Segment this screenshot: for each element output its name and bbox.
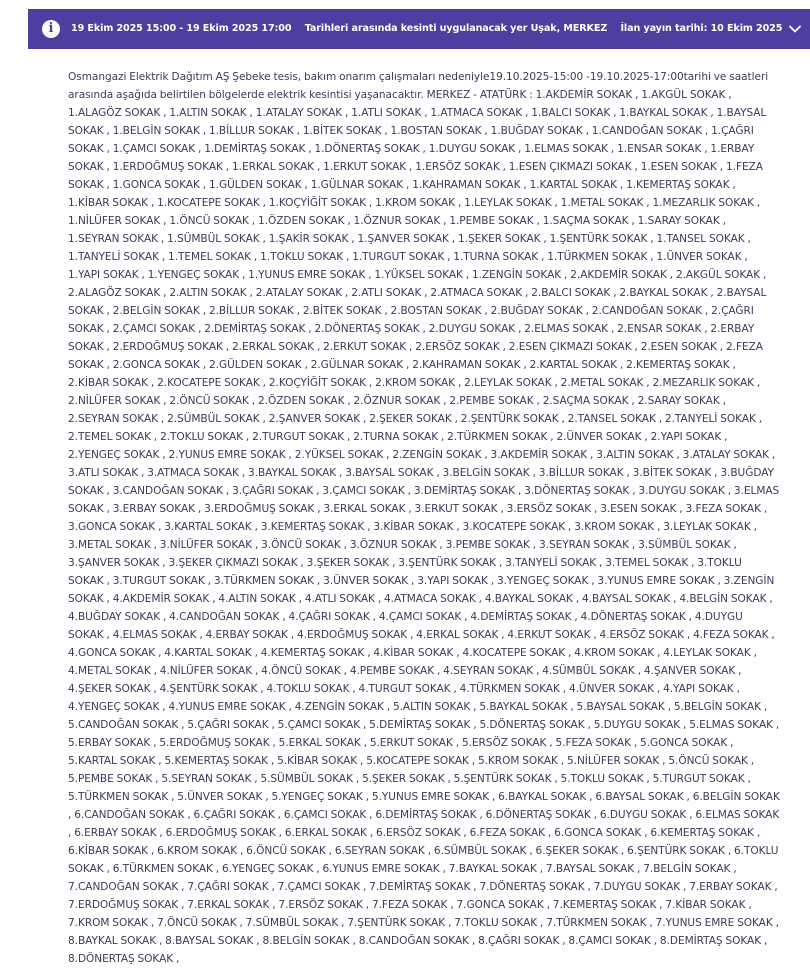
outage-details-text: Osmangazi Elektrik Dağıtım AŞ Şebeke tesis, bakım onarım çalışmaları nedeniyle19.10.2025-15:00 -19.10.2025-17:00tarihi ve saatleri arasında aşağıda belirtilen bölgelerde elektrik kesintisi yaşanacaktır. MERKEZ - ATATÜRK : 1.AKDEMİR SOKAK , 1.AKGÜL SOKAK , 1.ALAGÖZ SOKAK , 1.ALTIN SOKAK , 1.ATALAY SOKAK , 1.ATLI SOKAK , 1.ATMACA SOKAK , 1.BALCI SOKAK , 1.BAYKAL SOKAK , 1.BAYSAL SOKAK , 1.BELGİN SOKAK , 1.BİLLUR SOKAK , 1.BİTEK SOKAK , 1.BOSTAN SOKAK , 1.BUĞDAY SOKAK , 1.CANDOĞAN SOKAK , 1.ÇAĞRI SOKAK , 1.ÇAMCI SOKAK , 1.DEMİRTAŞ SOKAK , 1.DÖNERTAŞ SOKAK , 1.DUYGU SOKAK , 1.ELMAS SOKAK , 1.ENSAR SOKAK , 1.ERBAY SOKAK , 1.ERDOĞMUŞ SOKAK , 1.ERKAL SOKAK , 1.ERKUT SOKAK , 1.ERSÖZ SOKAK , 1.ESEN ÇIKMAZI SOKAK , 1.ESEN SOKAK , 1.FEZA SOKAK , 1.GONCA SOKAK , 1.GÜLDEN SOKAK , 1.GÜLNAR SOKAK , 1.KAHRAMAN SOKAK , 1.KARTAL SOKAK , 1.KEMERTAŞ SOKAK , 1.KİBAR SOKAK , 1.KOCATEPE SOKAK , 1.KOÇYİĞİT SOKAK , 1.KROM SOKAK , 1.LEYLAK SOKAK , 1.METAL SOKAK , 1.MEZARLIK SOKAK , 1.NİLÜFER SOKAK , 1.ÖNCÜ SOKAK , 1.ÖZDEN SOKAK , 1.ÖZNUR SOKAK , 1.PEMBE SOKAK , 1.SAÇMA SOKAK , 1.SARAY SOKAK , 1.SEYRAN SOKAK , 1.SÜMBÜL SOKAK , 1.ŞAKİR SOKAK , 1.ŞANVER SOKAK , 1.ŞEKER SOKAK , 1.ŞENTÜRK SOKAK , 1.TANSEL SOKAK , 1.TANYELİ SOKAK , 1.TEMEL SOKAK , 1.TOKLU SOKAK , 1.TURGUT SOKAK , 1.TURNA SOKAK , 1.TÜRKMEN SOKAK , 1.ÜNVER SOKAK , 1.YAPI SOKAK , 1.YENGEÇ SOKAK , 1.YUNUS EMRE SOKAK , 1.YÜKSEL SOKAK , 1.ZENGİN SOKAK , 2.AKDEMİR SOKAK , 2.AKGÜL SOKAK , 2.ALAGÖZ SOKAK , 2.ALTIN SOKAK , 2.ATALAY SOKAK , 2.ATLI SOKAK , 2.ATMACA SOKAK , 2.BALCI SOKAK , 2.BAYKAL SOKAK , 2.BAYSAL SOKAK , 2.BELGİN SOKAK , 2.BİLLUR SOKAK , 2.BİTEK SOKAK , 2.BOSTAN SOKAK , 2.BUĞDAY SOKAK , 2.CANDOĞAN SOKAK , 2.ÇAĞRI SOKAK , 2.ÇAMCI SOKAK , 2.DEMİRTAŞ SOKAK , 2.DÖNERTAŞ SOKAK , 2.DUYGU SOKAK , 2.ELMAS SOKAK , 2.ENSAR SOKAK , 2.ERBAY SOKAK , 2.ERDOĞMUŞ SOKAK , 2.ERKAL SOKAK , 2.ERKUT SOKAK , 2.ERSÖZ SOKAK , 2.ESEN ÇIKMAZI SOKAK , 2.ESEN SOKAK , 2.FEZA SOKAK , 2.GONCA SOKAK , 2.GÜLDEN SOKAK , 2.GÜLNAR SOKAK , 2.KAHRAMAN SOKAK , 2.KARTAL SOKAK , 2.KEMERTAŞ SOKAK , 2.KİBAR SOKAK , 2.KOCATEPE SOKAK , 2.KOÇYİĞİT SOKAK , 2.KROM SOKAK , 2.LEYLAK SOKAK , 2.METAL SOKAK , 2.MEZARLIK SOKAK , 2.NİLÜFER SOKAK , 2.ÖNCÜ SOKAK , 2.ÖZDEN SOKAK , 2.ÖZNUR SOKAK , 2.PEMBE SOKAK , 2.SAÇMA SOKAK , 2.SARAY SOKAK , 2.SEYRAN SOKAK , 2.SÜMBÜL SOKAK , 2.ŞANVER SOKAK , 2.ŞEKER SOKAK , 2.ŞENTÜRK SOKAK , 2.TANSEL SOKAK , 2.TANYELİ SOKAK , 2.TEMEL SOKAK , 2.TOKLU SOKAK , 2.TURGUT SOKAK , 2.TURNA SOKAK , 2.TÜRKMEN SOKAK , 2.ÜNVER SOKAK , 2.YAPI SOKAK , 2.YENGEÇ SOKAK , 2.YUNUS EMRE SOKAK , 2.YÜKSEL SOKAK , 2.ZENGİN SOKAK , 3.AKDEMİR SOKAK , 3.ALTIN SOKAK , 3.ATALAY SOKAK , 3.ATLI SOKAK , 3.ATMACA SOKAK , 3.BAYKAL SOKAK , 3.BAYSAL SOKAK , 3.BELGİN SOKAK , 3.BİLLUR SOKAK , 3.BİTEK SOKAK , 3.BUĞDAY SOKAK , 3.CANDOĞAN SOKAK , 3.ÇAĞRI SOKAK , 3.ÇAMCI SOKAK , 3.DEMİRTAŞ SOKAK , 3.DÖNERTAŞ SOKAK , 3.DUYGU SOKAK , 3.ELMAS SOKAK , 3.ERBAY SOKAK , 3.ERDOĞMUŞ SOKAK , 3.ERKAL SOKAK , 3.ERKUT SOKAK , 3.ERSÖZ SOKAK , 3.ESEN SOKAK , 3.FEZA SOKAK , 3.GONCA SOKAK , 3.KARTAL SOKAK , 3.KEMERTAŞ SOKAK , 3.KİBAR SOKAK , 3.KOCATEPE SOKAK , 3.KROM SOKAK , 3.LEYLAK SOKAK , 3.METAL SOKAK , 3.NİLÜFER SOKAK , 3.ÖNCÜ SOKAK , 3.ÖZNUR SOKAK , 3.PEMBE SOKAK , 3.SEYRAN SOKAK , 3.SÜMBÜL SOKAK , 3.ŞANVER SOKAK , 3.ŞEKER ÇIKMAZI SOKAK , 3.ŞEKER SOKAK , 3.ŞENTÜRK SOKAK , 3.TANYELİ SOKAK , 3.TEMEL SOKAK , 3.TOKLU SOKAK , 3.TURGUT SOKAK , 3.TÜRKMEN SOKAK , 3.ÜNVER SOKAK , 3.YAPI SOKAK , 3.YENGEÇ SOKAK , 3.YUNUS EMRE SOKAK , 3.ZENGİN SOKAK , 4.AKDEMİR SOKAK , 4.ALTIN SOKAK , 4.ATLI SOKAK , 4.ATMACA SOKAK , 4.BAYKAL SOKAK , 4.BAYSAL SOKAK , 4.BELGİN SOKAK , 4.BUĞDAY SOKAK , 4.CANDOĞAN SOKAK , 4.ÇAĞRI SOKAK , 4.ÇAMCI SOKAK , 4.DEMİRTAŞ SOKAK , 4.DÖNERTAŞ SOKAK , 4.DUYGU SOKAK , 4.ELMAS SOKAK , 4.ERBAY SOKAK , 4.ERDOĞMUŞ SOKAK , 4.ERKAL SOKAK , 4.ERKUT SOKAK , 4.ERSÖZ SOKAK , 4.FEZA SOKAK , 4.GONCA SOKAK , 4.KARTAL SOKAK , 4.KEMERTAŞ SOKAK , 4.KİBAR SOKAK , 4.KOCATEPE SOKAK , 4.KROM SOKAK , 4.LEYLAK SOKAK , 4.METAL SOKAK , 4.NİLÜFER SOKAK , 4.ÖNCÜ SOKAK , 4.PEMBE SOKAK , 4.SEYRAN SOKAK , 4.SÜMBÜL SOKAK , 4.ŞANVER SOKAK , 4.ŞEKER SOKAK , 4.ŞENTÜRK SOKAK , 4.TOKLU SOKAK , 4.TURGUT SOKAK , 4.TÜRKMEN SOKAK , 4.ÜNVER SOKAK , 4.YAPI SOKAK , 4.YENGEÇ SOKAK , 4.YUNUS EMRE SOKAK , 4.ZENGİN SOKAK , 5.ALTIN SOKAK , 5.BAYKAL SOKAK , 5.BAYSAL SOKAK , 5.BELGİN SOKAK , 5.CANDOĞAN SOKAK , 5.ÇAĞRI SOKAK , 5.ÇAMCI SOKAK , 5.DEMİRTAŞ SOKAK , 5.DÖNERTAŞ SOKAK , 5.DUYGU SOKAK , 5.ELMAS SOKAK , 5.ERBAY SOKAK , 5.ERDOĞMUŞ SOKAK , 5.ERKAL SOKAK , 5.ERKUT SOKAK , 5.ERSÖZ SOKAK , 5.FEZA SOKAK , 5.GONCA SOKAK , 5.KARTAL SOKAK , 5.KEMERTAŞ SOKAK , 5.KİBAR SOKAK , 5.KOCATEPE SOKAK , 5.KROM SOKAK , 5.NİLÜFER SOKAK , 5.ÖNCÜ SOKAK , 5.PEMBE SOKAK , 5.SEYRAN SOKAK , 5.SÜMBÜL SOKAK , 5.ŞEKER SOKAK , 5.ŞENTÜRK SOKAK , 5.TOKLU SOKAK , 5.TURGUT SOKAK , 5.TÜRKMEN SOKAK , 5.ÜNVER SOKAK , 5.YENGEÇ SOKAK , 5.YUNUS EMRE SOKAK , 6.BAYKAL SOKAK , 6.BAYSAL SOKAK , 6.BELGİN SOKAK , 6.CANDOĞAN SOKAK , 6.ÇAĞRI SOKAK , 6.ÇAMCI SOKAK , 6.DEMİRTAŞ SOKAK , 6.DÖNERTAŞ SOKAK , 6.DUYGU SOKAK , 6.ELMAS SOKAK , 6.ERBAY SOKAK , 6.ERDOĞMUŞ SOKAK , 6.ERKAL SOKAK , 6.ERSÖZ SOKAK , 6.FEZA SOKAK , 6.GONCA SOKAK , 6.KEMERTAŞ SOKAK , 6.KİBAR SOKAK , 6.KROM SOKAK , 6.ÖNCÜ SOKAK , 6.SEYRAN SOKAK , 6.SÜMBÜL SOKAK , 6.ŞEKER SOKAK , 6.ŞENTÜRK SOKAK , 6.TOKLU SOKAK , 6.TÜRKMEN SOKAK , 6.YENGEÇ SOKAK , 6.YUNUS EMRE SOKAK , 7.BAYKAL SOKAK , 7.BAYSAL SOKAK , 7.BELGİN SOKAK , 7.CANDOĞAN SOKAK , 7.ÇAĞRI SOKAK , 7.ÇAMCI SOKAK , 7.DEMİRTAŞ SOKAK , 7.DÖNERTAŞ SOKAK , 7.DUYGU SOKAK , 7.ERBAY SOKAK , 7.ERDOĞMUŞ SOKAK , 7.ERKAL SOKAK , 7.ERSÖZ SOKAK , 7.FEZA SOKAK , 7.GONCA SOKAK , 7.KEMERTAŞ SOKAK , 7.KİBAR SOKAK , 7.KROM SOKAK , 7.ÖNCÜ SOKAK , 7.SÜMBÜL SOKAK , 7.ŞENTÜRK SOKAK , 7.TOKLU SOKAK , 7.TÜRKMEN SOKAK , 7.YUNUS EMRE SOKAK , 8.BAYKAL SOKAK , 8.BAYSAL SOKAK , 8.BELGİN SOKAK , 8.CANDOĞAN SOKAK , 8.ÇAĞRI SOKAK , 8.ÇAMCI SOKAK , 8.DEMİRTAŞ SOKAK , 8.DÖNERTAŞ SOKAK ,	[68, 71, 780, 965]
notice-mid-text: Tarihleri arasında kesinti uygulanacak yer	[304, 23, 528, 34]
date-separator: -	[176, 23, 187, 34]
outage-notice-header[interactable]	[28, 9, 810, 49]
publish-label: İlan yayın tarihi:	[620, 23, 708, 34]
chevron-down-icon[interactable]	[788, 22, 802, 36]
location: Uşak, MERKEZ	[530, 23, 608, 34]
notice-summary	[71, 9, 782, 49]
publish-date: 10 Ekim 2025	[710, 23, 783, 34]
info-icon: i	[42, 20, 60, 38]
start-datetime: 19 Ekim 2025 15:00	[71, 23, 177, 34]
end-datetime: 19 Ekim 2025 17:00	[186, 23, 292, 34]
